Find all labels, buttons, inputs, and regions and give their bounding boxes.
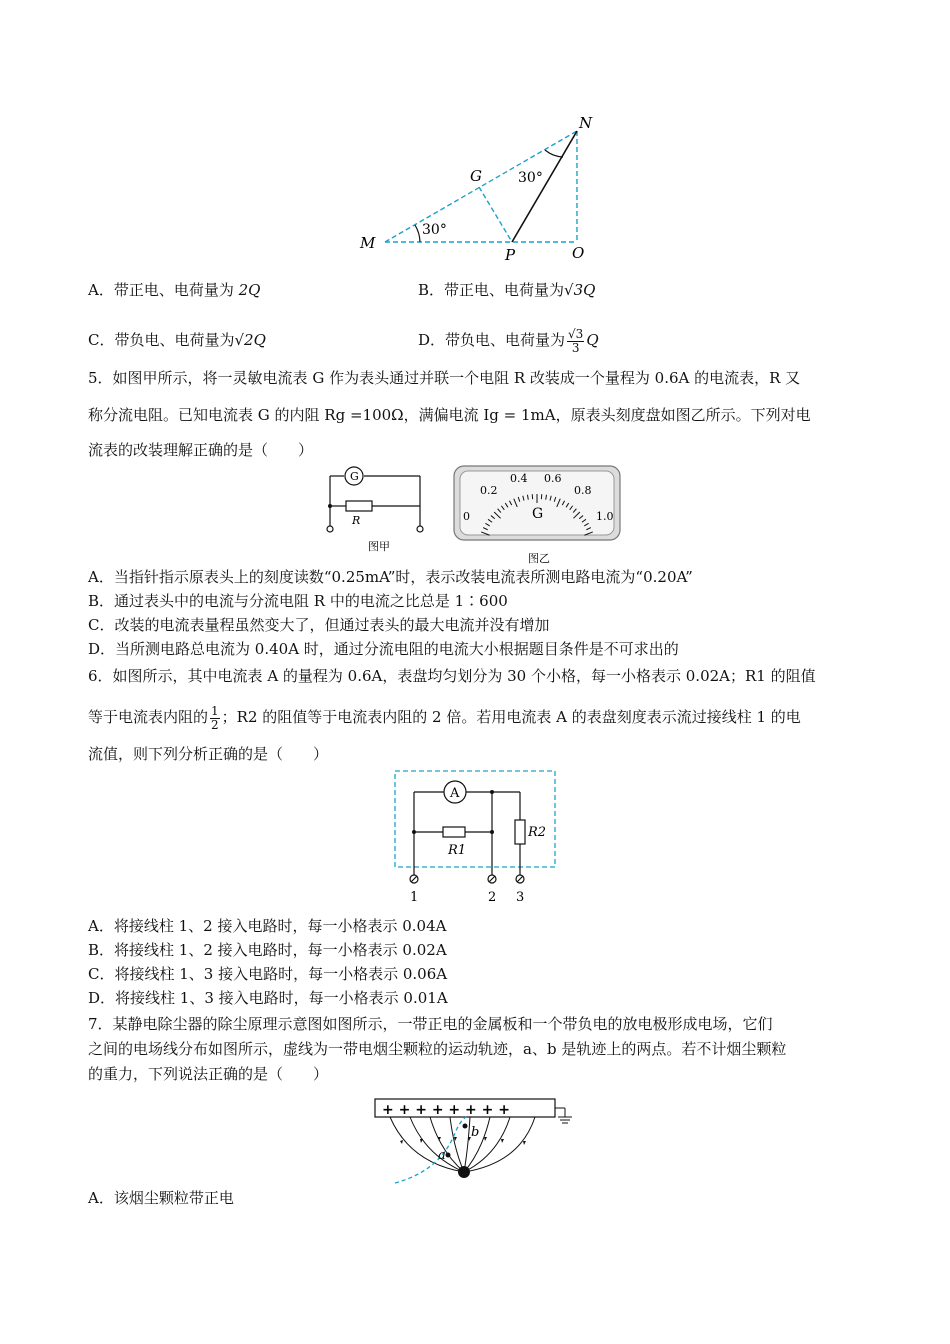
line-NP bbox=[512, 131, 577, 242]
label-O: O bbox=[572, 244, 585, 262]
q7-stem-line2: 之间的电场线分布如图所示，虚线为一带电烟尘颗粒的运动轨迹，a、b 是轨迹上的两点。若不计烟尘颗粒 bbox=[88, 1040, 787, 1058]
caption-jia: 图甲 bbox=[368, 540, 390, 553]
tick-label-0.8: 0.8 bbox=[574, 484, 592, 497]
label-b: b bbox=[471, 1125, 480, 1140]
q4-option-d[interactable]: D．带负电、电荷量为 $\frac{√3}{3}$ Q bbox=[418, 326, 599, 355]
r2-label: R2 bbox=[528, 825, 547, 840]
label-N: N bbox=[579, 114, 593, 132]
q7-stem-line1: 7．某静电除尘器的除尘原理示意图如图所示，一带正电的金属板和一个带负电的放电极形成电场，它们 bbox=[88, 1015, 773, 1033]
q5-stem-line2: 称分流电阻。已知电流表 G 的内阻 Rg =100Ω，满偏电流 Ig = 1mA，原表头刻度盘如图乙所示。下列对电 bbox=[88, 406, 811, 424]
q5-option-c[interactable]: C．改装的电流表量程虽然变大了，但通过表头的最大电流并没有增加 bbox=[88, 616, 550, 634]
q4-option-c[interactable]: C．带负电、电荷量为√2Q bbox=[88, 331, 266, 349]
dust-trajectory bbox=[395, 1117, 466, 1183]
galvanometer-label: G bbox=[350, 470, 359, 483]
tick-label-1.0: 1.0 bbox=[596, 510, 614, 523]
triangle-figure bbox=[350, 110, 610, 265]
label-G: G bbox=[470, 167, 482, 185]
tick-label-0.4: 0.4 bbox=[510, 472, 528, 485]
q6-stem-line3: 流值，则下列分析正确的是（ ） bbox=[88, 745, 329, 763]
terminal-3-label: 3 bbox=[516, 890, 525, 905]
tick-label-0.2: 0.2 bbox=[480, 484, 498, 497]
resistor-label: R bbox=[352, 514, 361, 527]
tick-label-0: 0 bbox=[463, 510, 470, 523]
terminal-2-label: 2 bbox=[488, 890, 497, 905]
plate-charges: + + + + + + + + bbox=[382, 1102, 510, 1118]
fraction-half: $\frac{1}{2}$ bbox=[211, 703, 219, 732]
q6-option-a[interactable]: A．将接线柱 1、2 接入电路时，每一小格表示 0.04A bbox=[88, 917, 447, 935]
q4-option-a[interactable]: A．带正电、电荷量为 2Q bbox=[88, 281, 261, 299]
angle-arc-N bbox=[545, 150, 563, 157]
q7-option-a[interactable]: A．该烟尘颗粒带正电 bbox=[88, 1189, 234, 1207]
angle-arc-M bbox=[415, 225, 420, 242]
line-GP bbox=[479, 187, 512, 242]
r1-label: R1 bbox=[448, 843, 467, 858]
figure-q7-precipitator bbox=[370, 1093, 580, 1188]
label-M: M bbox=[360, 234, 376, 252]
label-P: P bbox=[505, 246, 516, 264]
label-angle-N: 30° bbox=[518, 170, 543, 186]
q5-stem-line1: 5．如图甲所示，将一灵敏电流表 G 作为表头通过并联一个电阻 R 改装成一个量程为 0.6A 的电流表，R 又 bbox=[88, 369, 801, 387]
q4-option-b[interactable]: B．带正电、电荷量为√3Q bbox=[418, 281, 596, 299]
q5-option-b[interactable]: B．通过表头中的电流与分流电阻 R 中的电流之比总是 1∶600 bbox=[88, 592, 508, 610]
q7-stem-line3: 的重力，下列说法正确的是（ ） bbox=[88, 1065, 329, 1083]
label-angle-M: 30° bbox=[422, 222, 447, 238]
q5-option-d[interactable]: D．当所测电路总电流为 0.40A 时，通过分流电阻的电流大小根据题目条件是不可求出的 bbox=[88, 640, 679, 658]
figure-yi-dial bbox=[450, 462, 625, 572]
dial-G-label: G bbox=[532, 506, 544, 522]
ammeter-label: A bbox=[450, 786, 460, 801]
q6-option-c[interactable]: C．将接线柱 1、3 接入电路时，每一小格表示 0.06A bbox=[88, 965, 448, 983]
figure-q6-circuit bbox=[390, 768, 560, 908]
caption-yi: 图乙 bbox=[528, 552, 550, 565]
terminal-1-label: 1 bbox=[410, 890, 419, 905]
line-MN bbox=[385, 131, 577, 242]
q5-option-a[interactable]: A．当指针指示原表头上的刻度读数“0.25mA”时，表示改装电流表所测电路电流为“0.20A” bbox=[88, 568, 693, 586]
q6-option-b[interactable]: B．将接线柱 1、2 接入电路时，每一小格表示 0.02A bbox=[88, 941, 447, 959]
q5-stem-line3: 流表的改装理解正确的是（ ） bbox=[88, 441, 314, 459]
point-a bbox=[446, 1153, 451, 1158]
q6-stem-line2: 等于电流表内阻的 $\frac{1}{2}$ ；R2 的阻值等于电流表内阻的 2 倍。若用电流表 A 的表盘刻度表示流过接线柱 1 的电 bbox=[88, 703, 801, 732]
label-a: a bbox=[438, 1148, 446, 1163]
tick-label-0.6: 0.6 bbox=[544, 472, 562, 485]
figure-jia-circuit bbox=[318, 462, 438, 557]
discharge-electrode bbox=[458, 1166, 470, 1178]
q6-option-d[interactable]: D．将接线柱 1、3 接入电路时，每一小格表示 0.01A bbox=[88, 989, 448, 1007]
q6-stem-line1: 6．如图所示，其中电流表 A 的量程为 0.6A，表盘均匀划分为 30 个小格，每一小格表示 0.02A；R1 的阻值 bbox=[88, 667, 816, 685]
point-b bbox=[463, 1124, 468, 1129]
